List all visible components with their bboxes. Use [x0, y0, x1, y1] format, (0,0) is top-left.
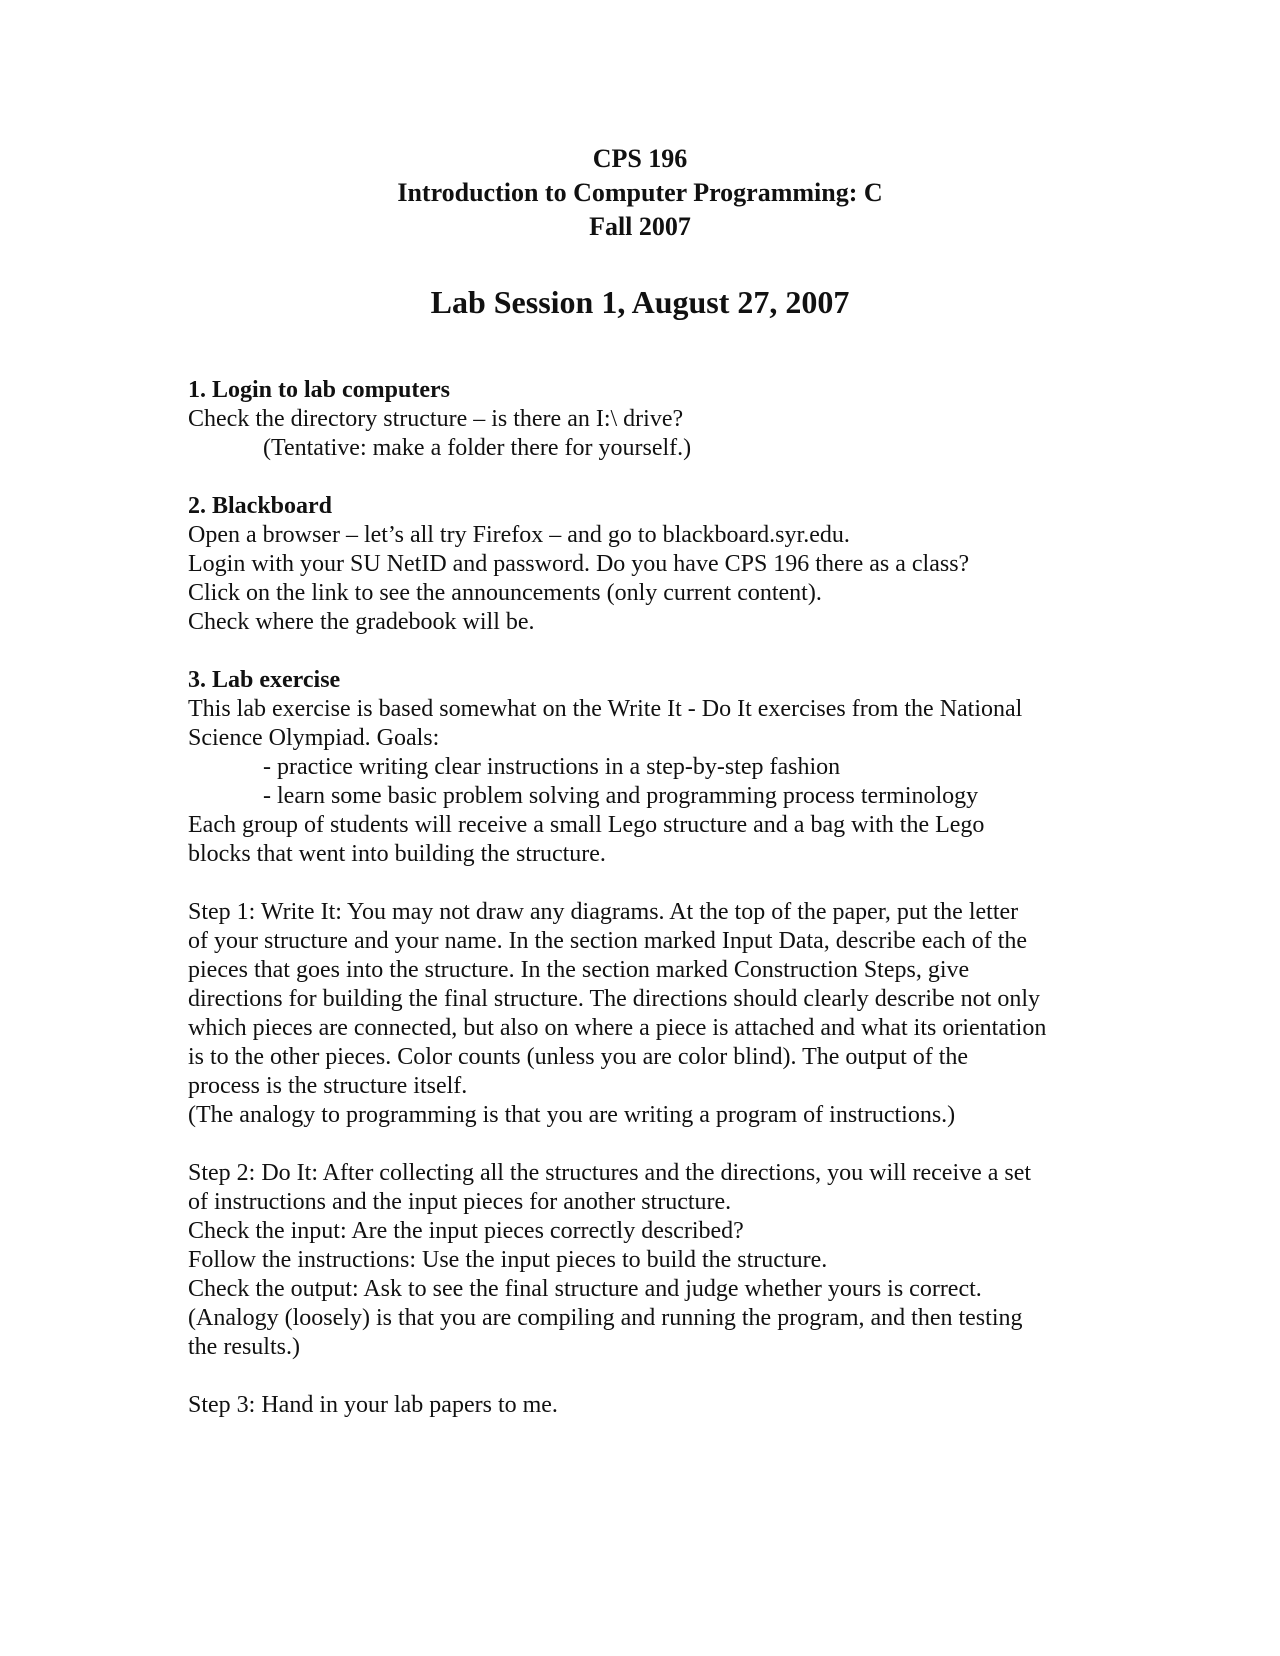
step3-line: Step 3: Hand in your lab papers to me.	[188, 1392, 558, 1418]
step1-line: Step 1: Write It: You may not draw any diagrams. At the top of the paper, put the letter	[188, 899, 1019, 925]
step1-line: (The analogy to programming is that you are writing a program of instructions.)	[188, 1102, 956, 1128]
section-heading-blackboard: 2. Blackboard	[188, 493, 333, 519]
document-body	[188, 376, 1188, 1420]
step2-line: Follow the instructions: Use the input pieces to build the structure.	[188, 1247, 828, 1273]
spacer	[188, 869, 1188, 898]
step1-line: of your structure and your name. In the section marked Input Data, describe each of the	[188, 928, 1028, 954]
step1-line: pieces that goes into the structure. In the section marked Construction Steps, give	[188, 957, 970, 983]
step2-line: Check the output: Ask to see the final structure and judge whether yours is correct.	[188, 1276, 982, 1302]
spacer	[188, 1130, 1188, 1159]
section-heading-lab-exercise: 3. Lab exercise	[188, 667, 341, 693]
goal-item: - learn some basic problem solving and programming process terminology	[263, 783, 979, 809]
step2-line: of instructions and the input pieces for another structure.	[188, 1189, 732, 1215]
document-header	[0, 142, 1280, 244]
section-heading-login: 1. Login to lab computers	[188, 377, 451, 403]
course-code: CPS 196	[592, 144, 688, 173]
step1-line: which pieces are connected, but also on where a piece is attached and what its orientation	[188, 1015, 1047, 1041]
step2-line: Step 2: Do It: After collecting all the structures and the directions, you will receive a set	[188, 1160, 1032, 1186]
lab-title: Lab Session 1, August 27, 2007	[430, 284, 850, 320]
step1-line: is to the other pieces. Color counts (unless you are color blind). The output of the	[188, 1044, 969, 1070]
step1-line: process is the structure itself.	[188, 1073, 468, 1099]
spacer	[188, 1362, 1188, 1391]
paragraph-line: Check where the gradebook will be.	[188, 609, 535, 635]
step2-line: Check the input: Are the input pieces correctly described?	[188, 1218, 744, 1244]
paragraph-line: Click on the link to see the announcements (only current content).	[188, 580, 822, 606]
course-title: Introduction to Computer Programming: C	[397, 178, 883, 207]
spacer	[188, 637, 1188, 666]
step1-line: directions for building the final structure. The directions should clearly describe not only	[188, 986, 1040, 1012]
paragraph-line: (Tentative: make a folder there for yourself.)	[263, 435, 692, 461]
paragraph-line: Check the directory structure – is there an I:\ drive?	[188, 406, 684, 432]
lab-title-block	[0, 282, 1280, 322]
paragraph-line: Login with your SU NetID and password. Do you have CPS 196 there as a class?	[188, 551, 970, 577]
step2-line: (Analogy (loosely) is that you are compiling and running the program, and then testing	[188, 1305, 1023, 1331]
paragraph-line: Open a browser – let’s all try Firefox – and go to blackboard.syr.edu.	[188, 522, 850, 548]
paragraph-line: Each group of students will receive a small Lego structure and a bag with the Lego	[188, 812, 985, 838]
goal-item: - practice writing clear instructions in a step-by-step fashion	[263, 754, 841, 780]
term: Fall 2007	[589, 212, 691, 241]
paragraph-line: This lab exercise is based somewhat on the Write It - Do It exercises from the National	[188, 696, 1023, 722]
step2-line: the results.)	[188, 1334, 300, 1360]
spacer	[188, 463, 1188, 492]
paragraph-line: Science Olympiad. Goals:	[188, 725, 440, 751]
paragraph-line: blocks that went into building the structure.	[188, 841, 606, 867]
